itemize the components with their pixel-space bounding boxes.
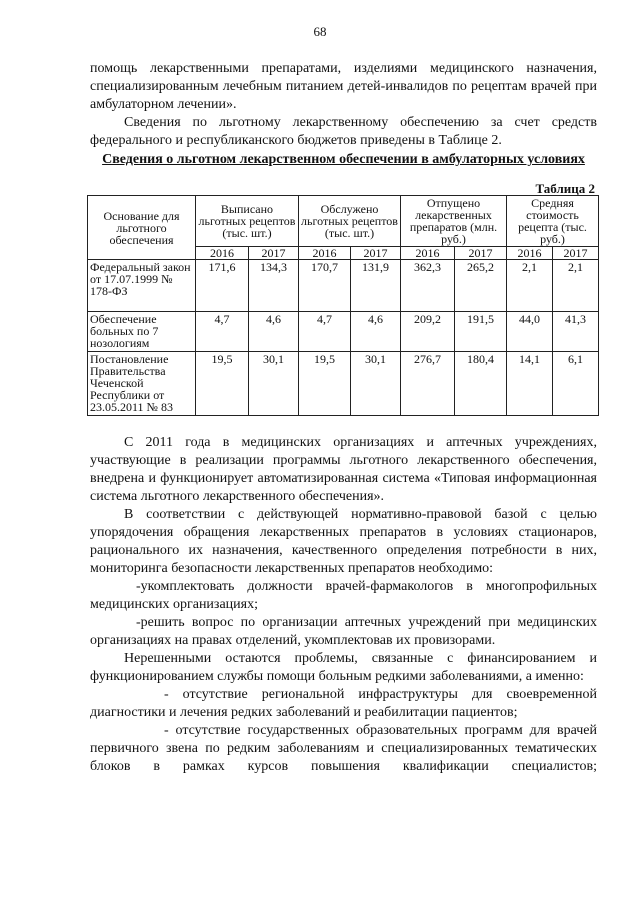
year-header: 2017: [455, 247, 507, 260]
table-cell: 2,1: [507, 260, 553, 312]
table-cell: 2,1: [553, 260, 599, 312]
body-text: [90, 434, 597, 776]
paragraph: В соответствии с действующей нормативно-правовой базой с целью упорядочения обращения лекарственных препаратов в условиях стационаров, рационального их назначения, качественного определения потребности в них, мониторинга безопасности лекарственных препаратов необходимо:: [90, 507, 597, 576]
year-header: 2016: [401, 247, 455, 260]
table-cell: 209,2: [401, 312, 455, 352]
table-cell: 4,7: [299, 312, 351, 352]
page-number: 68: [313, 24, 327, 39]
table-cell: 30,1: [351, 352, 401, 416]
row-basis: Постановление Правительства Чеченской Республики от 23.05.2011 № 83: [88, 352, 196, 416]
table-cell: 362,3: [401, 260, 455, 312]
table-cell: 19,5: [196, 352, 249, 416]
group-header: Отпущено лекарственных препаратов (млн. руб.): [401, 196, 507, 247]
group-header: Средняя стоимость рецепта (тыс. руб.): [507, 196, 599, 247]
row-basis: Федеральный закон от 17.07.1999 № 178-ФЗ: [88, 260, 196, 312]
list-item: -укомплектовать должности врачей-фармакологов в многопрофильных медицинских организациях;: [90, 579, 597, 612]
table-cell: 170,7: [299, 260, 351, 312]
table-row: [88, 352, 599, 416]
table-cell: 134,3: [249, 260, 299, 312]
group-header: Обслужено льготных рецептов (тыс. шт.): [299, 196, 401, 247]
table-cell: 41,3: [553, 312, 599, 352]
table-cell: 276,7: [401, 352, 455, 416]
table-cell: 30,1: [249, 352, 299, 416]
table-label: Таблица 2: [535, 181, 595, 196]
intro-text: [90, 60, 597, 150]
drug-provision-table: [87, 195, 599, 416]
table-cell: 131,9: [351, 260, 401, 312]
table-cell: 4,7: [196, 312, 249, 352]
paragraph: Нерешенными остаются проблемы, связанные с финансированием и функционированием службы помощи больным редкими заболеваниями, а именно:: [90, 651, 597, 684]
table-cell: 6,1: [553, 352, 599, 416]
paragraph: помощь лекарственными препаратами, изделиями медицинского назначения, специализированным лечебным питанием детей-инвалидов по рецептам врачей при амбулаторном лечении».: [90, 61, 597, 112]
year-header: 2016: [507, 247, 553, 260]
year-header: 2017: [249, 247, 299, 260]
table-cell: 19,5: [299, 352, 351, 416]
table-title: [90, 153, 597, 167]
table-cell: 171,6: [196, 260, 249, 312]
paragraph: С 2011 года в медицинских организациях и аптечных учреждениях, участвующие в реализации программы льготного лекарственного обеспечения, внедрена и функционирует автоматизированная система «Типовая информационная система льготного лекарственного обеспечения».: [90, 435, 597, 504]
table-row: [88, 260, 599, 312]
table-cell: 191,5: [455, 312, 507, 352]
paragraph: Сведения по льготному лекарственному обеспечению за счет средств федерального и республиканского бюджетов приведены в Таблице 2.: [90, 115, 597, 148]
table-cell: 14,1: [507, 352, 553, 416]
year-header: 2016: [196, 247, 249, 260]
list-item: -решить вопрос по организации аптечных учреждений при медицинских организациях на правах отделений, укомплектовав их провизорами.: [90, 615, 597, 648]
list-item: - отсутствие государственных образовательных программ для врачей первичного звена по редким заболеваниям и специализированных тематических блоков в рамках курсов повышения квалификации специалистов;: [90, 723, 597, 774]
table-cell: 265,2: [455, 260, 507, 312]
table-cell: 4,6: [351, 312, 401, 352]
row-basis: Обеспечение больных по 7 нозологиям: [88, 312, 196, 352]
table-cell: 44,0: [507, 312, 553, 352]
table-cell: 180,4: [455, 352, 507, 416]
table-row: [88, 312, 599, 352]
table-title-text: Сведения о льготном лекарственном обеспечении в амбулаторных условиях: [102, 152, 585, 167]
basis-header: Основание для льготного обеспечения: [88, 196, 196, 260]
table-cell: 4,6: [249, 312, 299, 352]
list-item: - отсутствие региональной инфраструктуры для своевременной диагностики и лечения редких заболеваний и реабилитации пациентов;: [90, 687, 597, 720]
year-header: 2017: [351, 247, 401, 260]
year-header: 2017: [553, 247, 599, 260]
group-header: Выписано льготных рецептов (тыс. шт.): [196, 196, 299, 247]
year-header: 2016: [299, 247, 351, 260]
